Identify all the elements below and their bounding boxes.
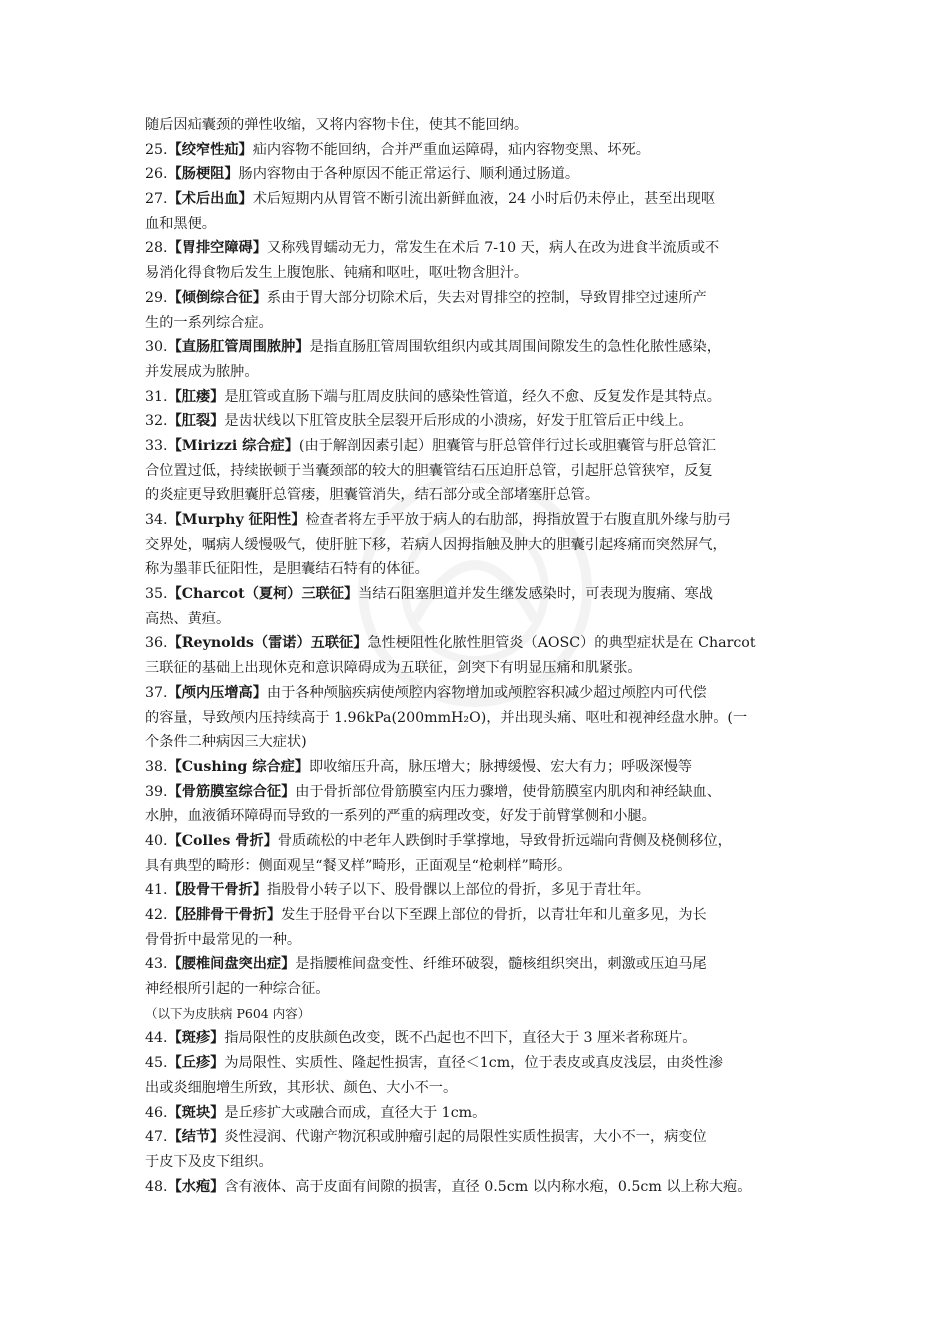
- entry-line: [145, 286, 810, 311]
- entry-line: [145, 829, 810, 854]
- term-heading: 【水疱】: [167, 1178, 225, 1195]
- entry-line: [145, 681, 810, 706]
- definition-text: 发生于胫骨平台以下至踝上部位的骨折，以青壮年和儿童多见，为长: [281, 907, 707, 923]
- definition-text: 检查者将左手平放于病人的右肋部，拇指放置于右腹直肌外缘与肋弓: [305, 512, 732, 528]
- entry-number: 47.: [145, 1129, 168, 1146]
- definition-text: 三联征的基础上出现休克和意识障碍成为五联征，剑突下有明显压痛和肌紧张。: [145, 660, 642, 677]
- entry-number: 40.: [145, 832, 168, 849]
- entry-line: [145, 1076, 810, 1101]
- definition-text: 出或炎细胞增生所致，其形状、颜色、大小不一。: [145, 1079, 458, 1096]
- definition-text: 具有典型的畸形：侧面观呈“餐叉样”畸形，正面观呈“枪刺样”畸形。: [145, 857, 572, 874]
- term-heading: 【Murphy 征阳性】: [167, 512, 306, 528]
- entry-line: [145, 582, 810, 607]
- entry-line: [145, 878, 810, 903]
- entry-number: 46.: [145, 1104, 168, 1121]
- term-heading: 【直肠肛管周围脓肿】: [167, 339, 310, 356]
- definition-text: 术后短期内从胃管不断引流出新鲜血液，24 小时后仍未停止，甚至出现呕: [252, 191, 716, 208]
- definition-text: 当结石阻塞胆道并发生继发感染时，可表现为腹痛、寒战: [358, 586, 713, 603]
- entry-line: [145, 434, 810, 459]
- entry-number: 25.: [145, 141, 168, 158]
- entry-line: [145, 409, 810, 434]
- entry-number: 38.: [145, 758, 168, 775]
- definition-text: 指局限性的皮肤颜色改变，既不凸起也不凹下，直径大于 3 厘米者称斑片。: [224, 1030, 697, 1047]
- entry-number: 35.: [145, 586, 168, 603]
- definition-text: 血和黑便。: [145, 215, 216, 232]
- definition-text: 易消化得食物后发生上腹饱胀、钝痛和呕吐，呕吐物含胆汁。: [145, 265, 529, 282]
- entry-number: 45.: [145, 1055, 168, 1072]
- definition-text: 炎性浸润、代谢产物沉积或肿瘤引起的局限性实质性损害，大小不一，病变位: [224, 1129, 707, 1146]
- term-heading: 【肠梗阻】: [167, 166, 239, 183]
- definition-text: 于皮下及皮下组织。: [145, 1153, 273, 1170]
- definition-text: 为局限性、实质性、隆起性损害，直径＜1cm，位于表皮或真皮浅层，由炎性渗: [224, 1055, 723, 1072]
- entry-number: 41.: [145, 882, 168, 899]
- term-heading: 【Charcot（夏柯）三联征】: [167, 586, 359, 603]
- entry-number: 30.: [145, 339, 168, 356]
- entry-line: [145, 854, 810, 879]
- definition-text: 由于骨折部位骨筋膜室内压力骤增，使骨筋膜室内肌肉和神经缺血、: [295, 783, 721, 800]
- definition-text: 含有液体、高于皮面有间隙的损害，直径 0.5cm 以内称水疱，0.5cm 以上称大疱。: [224, 1178, 752, 1195]
- definition-text: (由于解剖因素引起）胆囊管与肝总管伴行过长或胆囊管与肝总管汇: [298, 437, 716, 454]
- entry-line: [145, 1026, 810, 1051]
- entry-line: [145, 459, 810, 484]
- definition-text: 随后因疝囊颈的弹性收缩，又将内容物卡住，使其不能回纳。: [145, 117, 529, 133]
- entry-number: 34.: [145, 512, 168, 528]
- entry-number: 39.: [145, 783, 168, 800]
- definition-text: 水肿，血液循环障碍而导致的一系列的严重的病理改变，好发于前臂掌侧和小腿。: [145, 808, 656, 825]
- definition-text: 个条件二种病因三大症状): [145, 734, 307, 751]
- entry-line: [145, 557, 810, 582]
- term-heading: 【股骨干骨折】: [167, 882, 267, 899]
- term-heading: 【Reynolds（雷诺）五联征】: [167, 635, 368, 652]
- term-heading: 【斑疹】: [167, 1030, 225, 1047]
- entry-number: 29.: [145, 289, 168, 306]
- term-heading: 【颅内压增高】: [167, 684, 267, 701]
- definition-text: 合位置过低，持续嵌顿于当囊颈部的较大的胆囊管结石压迫肝总管，引起肝总管狭窄，反复: [145, 462, 713, 479]
- entry-line: [145, 928, 810, 953]
- entry-number: 36.: [145, 635, 168, 652]
- definition-text: 疝内容物不能回纳，合并严重血运障碍，疝内容物变黑、坏死。: [252, 141, 650, 158]
- entry-line: [145, 1101, 810, 1126]
- entry-line: [145, 236, 810, 261]
- definition-text: 是齿状线以下肛管皮肤全层裂开后形成的小溃疡，好发于肛管后正中线上。: [224, 413, 693, 430]
- term-heading: 【胃排空障碍】: [167, 240, 267, 257]
- entry-line: [145, 533, 810, 558]
- entry-line: [145, 977, 810, 1002]
- definition-text: 肠内容物由于各种原因不能正常运行、顺利通过肠道。: [238, 166, 580, 183]
- entry-line: [145, 1175, 810, 1200]
- term-heading: 【Mirizzi 综合症】: [167, 437, 299, 454]
- entry-number: 33.: [145, 437, 168, 454]
- definition-text: 由于各种颅脑疾病使颅腔内容物增加或颅腔容积减少超过颅腔内可代偿: [266, 684, 707, 701]
- entry-line: [145, 138, 810, 163]
- definition-text: 系由于胃大部分切除术后，失去对胃排空的控制，导致胃排空过速所产: [266, 289, 707, 306]
- term-heading: 【丘疹】: [167, 1055, 225, 1072]
- entry-line: [145, 311, 810, 336]
- entry-number: 28.: [145, 240, 168, 257]
- definition-text: 急性梗阻性化脓性胆管炎（AOSC）的典型症状是在 Charcot: [367, 635, 756, 652]
- entry-line: [145, 187, 810, 212]
- definition-text: 生的一系列综合症。: [145, 314, 273, 331]
- entry-line: [145, 631, 810, 656]
- entry-line: [145, 335, 810, 360]
- term-heading: 【术后出血】: [167, 191, 253, 208]
- entry-line: [145, 780, 810, 805]
- term-heading: 【胫腓骨干骨折】: [167, 907, 282, 923]
- entry-number: 42.: [145, 907, 168, 923]
- definition-text: 骨质疏松的中老年人跌倒时手掌撑地，导致骨折远端向背侧及桡侧移位，: [277, 832, 732, 849]
- term-heading: 【肛瘘】: [167, 388, 225, 405]
- entry-number: 31.: [145, 388, 168, 405]
- entry-line: [145, 804, 810, 829]
- definition-text: 称为墨菲氏征阳性，是胆囊结石特有的体征。: [145, 561, 429, 578]
- definition-text: 神经根所引起的一种综合征。: [145, 981, 330, 998]
- definition-text: 的炎症更导致胆囊肝总管瘘，胆囊管消失，结石部分或全部堵塞肝总管。: [145, 487, 600, 504]
- entry-number: 44.: [145, 1030, 168, 1047]
- entry-line: [145, 483, 810, 508]
- term-heading: 【斑块】: [167, 1104, 225, 1121]
- term-heading: 【骨筋膜室综合征】: [167, 783, 296, 800]
- entry-number: 27.: [145, 191, 168, 208]
- entry-line: [145, 1150, 810, 1175]
- definition-text: 骨骨折中最常见的一种。: [145, 931, 302, 948]
- entry-line: [145, 903, 810, 928]
- entry-line: [145, 360, 810, 385]
- entry-number: 43.: [145, 956, 168, 973]
- definition-text: 是丘疹扩大或融合而成，直径大于 1cm。: [224, 1104, 487, 1121]
- entry-line: [145, 1051, 810, 1076]
- term-heading: 【腰椎间盘突出症】: [167, 956, 296, 973]
- term-heading: 【肛裂】: [167, 413, 225, 430]
- term-heading: 【绞窄性疝】: [167, 141, 253, 158]
- entry-line: [145, 113, 810, 138]
- definition-text: 是肛管或直肠下端与肛周皮肤间的感染性管道，经久不愈、反复发作是其特点。: [224, 388, 721, 405]
- definition-text: 的容量，导致颅内压持续高于 1.96kPa(200mmH₂O)，并出现头痛、呕吐和视神经盘水肿。(一: [145, 709, 748, 726]
- term-heading: 【倾倒综合征】: [167, 289, 267, 306]
- entry-line: [145, 755, 810, 780]
- entry-number: 32.: [145, 413, 168, 430]
- definition-text: 指股骨小转子以下、股骨髁以上部位的骨折，多见于青壮年。: [266, 882, 650, 899]
- entry-number: 26.: [145, 166, 168, 183]
- entry-number: 37.: [145, 684, 168, 701]
- entry-line: [145, 730, 810, 755]
- entry-line: [145, 162, 810, 187]
- entry-line: [145, 952, 810, 977]
- entry-line: [145, 212, 810, 237]
- definition-text: 高热、黄疸。: [145, 610, 231, 627]
- document-body: [145, 113, 810, 1199]
- entry-line: [145, 607, 810, 632]
- entry-line: [145, 508, 810, 533]
- entry-line: [145, 385, 810, 410]
- term-heading: 【Colles 骨折】: [167, 832, 278, 849]
- definition-text: 交界处，嘱病人缓慢吸气，使肝脏下移，若病人因拇指触及肿大的胆囊引起疼痛而突然屏气，: [145, 536, 727, 553]
- entry-line: [145, 656, 810, 681]
- definition-text: 又称残胃蠕动无力，常发生在术后 7-10 天，病人在改为进食半流质或不: [266, 240, 720, 257]
- term-heading: 【Cushing 综合症】: [167, 758, 309, 775]
- entry-line: [145, 706, 810, 731]
- definition-text: 是指直肠肛管周围软组织内或其周围间隙发生的急性化脓性感染，: [309, 339, 721, 356]
- term-heading: 【结节】: [167, 1129, 225, 1146]
- entry-line: [145, 261, 810, 286]
- definition-text: 是指腰椎间盘变性、纤维环破裂，髓核组织突出，刺激或压迫马尾: [295, 956, 707, 973]
- section-note: （以下为皮肤病 P604 内容）: [145, 1005, 311, 1021]
- entry-line: [145, 1125, 810, 1150]
- entry-number: 48.: [145, 1178, 168, 1195]
- definition-text: 即收缩压升高，脉压增大；脉搏缓慢、宏大有力；呼吸深慢等: [309, 758, 693, 775]
- definition-text: 并发展成为脓肿。: [145, 363, 259, 380]
